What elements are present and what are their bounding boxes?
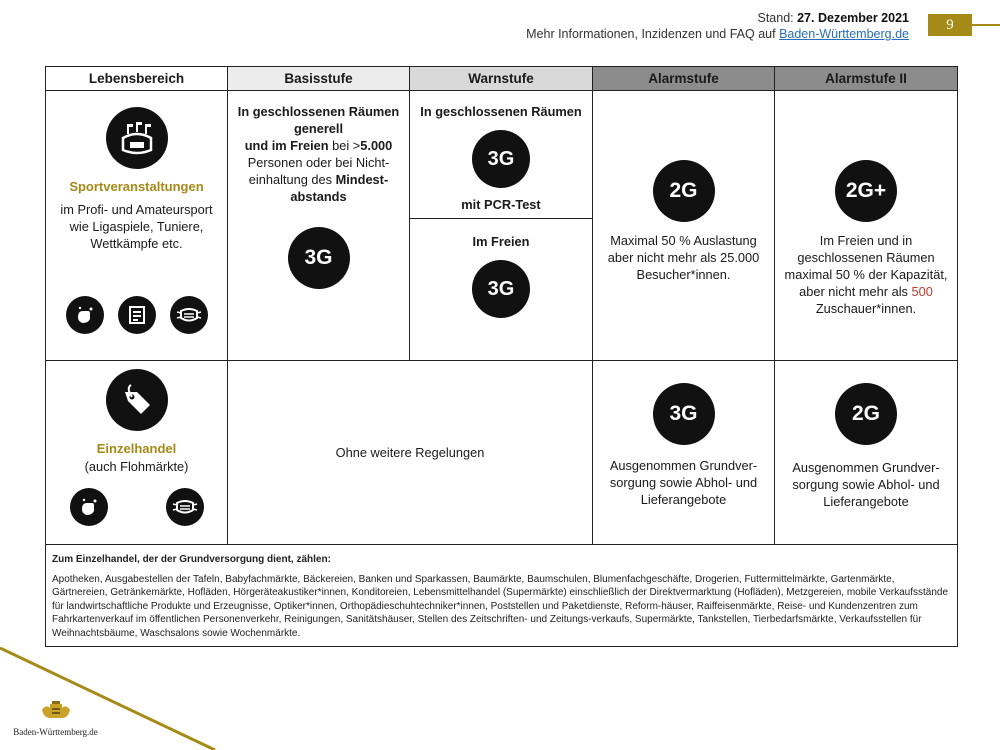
coat-of-arms-icon <box>38 700 74 722</box>
info-line: Mehr Informationen, Inzidenzen und FAQ auf Baden-Württemberg.de <box>526 27 909 41</box>
notes-cell <box>46 545 958 647</box>
mask-icon <box>170 296 208 334</box>
sport-warn-indoor-cell <box>410 91 593 219</box>
basis-line3: Personen oder bei Nicht-einhaltung des <box>247 155 390 187</box>
alarm2-text: Im Freien und in geschlossenen Räumen maximal 50 % der Kapazität, aber nicht mehr als 500 Zuschauer*innen. <box>784 233 948 316</box>
bw-logo <box>8 700 103 737</box>
alarm-text: Maximal 50 % Auslastung aber nicht mehr als 25.000 Besucher*innen. <box>607 233 760 282</box>
table-row-sport <box>46 91 958 219</box>
retail-alarm2-badge: 2G <box>835 383 897 445</box>
retail-alarm-badge: 3G <box>653 383 715 445</box>
retail-subtitle: (auch Flohmärkte) <box>84 459 189 474</box>
col-lebensbereich: Lebensbereich <box>46 67 228 91</box>
retail-icon-row <box>46 488 227 526</box>
warn-indoor-note: mit PCR-Test <box>461 197 541 212</box>
table-row-retail <box>46 361 958 545</box>
stand-date: 27. Dezember 2021 <box>797 11 909 25</box>
col-basisstufe: Basisstufe <box>228 67 410 91</box>
page-number-rule <box>972 24 1000 26</box>
col-alarmstufe: Alarmstufe <box>593 67 775 91</box>
notes-title: Zum Einzelhandel, der der Grundversorgung dient, zählen: <box>52 554 331 565</box>
document-icon <box>118 296 156 334</box>
handwash-icon <box>70 488 108 526</box>
alarm-badge: 2G <box>653 160 715 222</box>
warn-indoor-badge: 3G <box>472 130 530 188</box>
warn-outdoor-badge: 3G <box>472 260 530 318</box>
basis-line2: und im Freien <box>244 138 329 153</box>
sport-desc: im Profi- und Amateursport wie Ligaspiele, Tuniere, Wettkämpfe etc. <box>60 202 213 251</box>
warn-outdoor-title: Im Freien <box>472 234 530 249</box>
retail-basis-warn-cell <box>228 361 593 545</box>
page-number: 9 <box>928 14 972 36</box>
basis-badge: 3G <box>288 227 350 289</box>
table-header-row <box>46 67 958 91</box>
alarm2-badge: 2G+ <box>835 160 897 222</box>
basis-line1: In geschlossenen Räumen generell <box>237 104 400 136</box>
rules-table <box>45 66 958 647</box>
sport-alarm2-cell <box>775 91 958 361</box>
retail-alarm2-cell <box>775 361 958 545</box>
sport-category-cell <box>46 91 228 361</box>
mask-icon <box>166 488 204 526</box>
col-alarmstufe-2: Alarmstufe II <box>775 67 958 91</box>
retail-alarm-cell <box>593 361 775 545</box>
tag-icon <box>106 369 168 431</box>
info-link[interactable]: Baden-Württemberg.de <box>779 27 909 41</box>
retail-title: Einzelhandel <box>96 441 177 456</box>
table-row-notes <box>46 545 958 647</box>
logo-text: Baden-Württemberg.de <box>13 727 98 737</box>
handwash-icon <box>66 296 104 334</box>
retail-category-cell <box>46 361 228 545</box>
retail-alarm-text: Ausgenommen Grundver-sorgung sowie Abhol- und Lieferangebote <box>609 458 758 507</box>
sport-basis-cell: In geschlossenen Räumen generell und im Freien bei >5.000 Personen oder bei Nicht-einhaltung des Mindest-abstands 3G <box>228 91 410 361</box>
alarm2-number: 500 <box>911 284 933 299</box>
sport-icon-row <box>46 296 227 334</box>
header-info <box>526 10 909 42</box>
stadium-icon <box>106 107 168 169</box>
retail-alarm2-text: Ausgenommen Grundver-sorgung sowie Abhol- und Lieferangebote <box>792 460 940 509</box>
notes-body: Apotheken, Ausgabestellen der Tafeln, Babyfachmärkte, Bäckereien, Banken und Sparkassen, Baumärkte, Baumschulen, Blumenfachgeschäfte, Drogerien, Futtermittelmärkte, Gartenmärkte, Gärtnereien, Getränkemärkte, Hofläden, Hörgeräteakustiker*innen, Konditoreien, Lebensmittelhandel (Supermärkte) einschließlich der Direktvermarktung (Hofläden), Metzgereien, mobile Verkaufsstände für landwirtschaftliche Produkte und Erzeugnisse, Optiker*innen, Orthopädieschuhtechniker*innen, Poststellen und Paketdienste, Reform-häuser, Raiffeisenmärkte, Reise- und Kundenzentren zum Fahrkartenverkauf im öffentlichen Personenverkehr, Reinigungen, Sanitätshäuser, Stellen des Zeitschriften- und Zeitungs-verkaufs, Supermärkte, Tankstellen, Tierbedarfsmärkte, Verkaufsstellen für Weihnachtsbäume, Waschsalons sowie Wochenmärkte. <box>52 573 949 639</box>
sport-title: Sportveranstaltungen <box>69 179 204 194</box>
sport-alarm-cell <box>593 91 775 361</box>
warn-indoor-title: In geschlossenen Räumen <box>420 104 582 119</box>
sport-warn-outdoor-cell <box>410 219 593 361</box>
col-warnstufe: Warnstufe <box>410 67 593 91</box>
retail-basis-warn-text: Ohne weitere Regelungen <box>335 445 485 460</box>
stand-line: Stand: 27. Dezember 2021 <box>757 11 909 25</box>
